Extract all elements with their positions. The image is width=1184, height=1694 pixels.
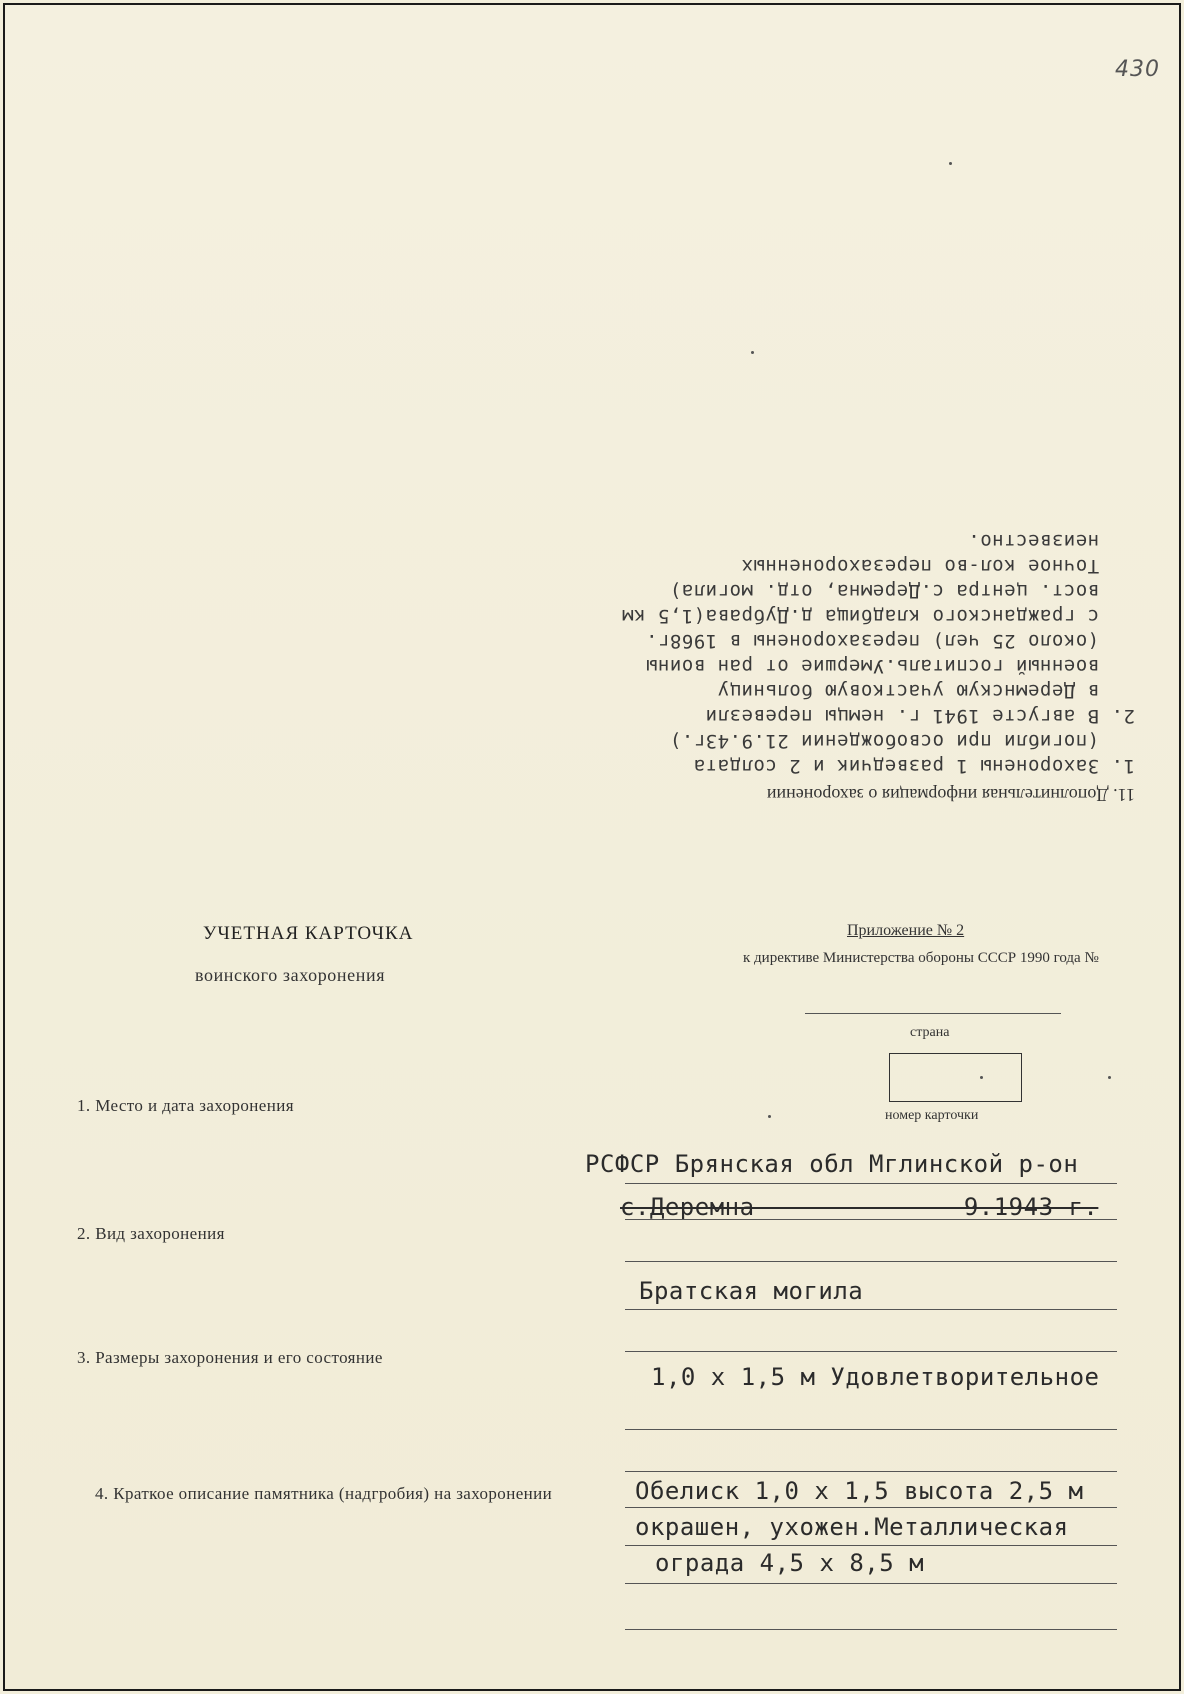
additional-info-line: с гражданского кладбища д.Дубрава(1,5 км [621, 605, 1135, 627]
handwritten-page-number: 430 [1115, 57, 1160, 82]
field-value-monument-line: Обелиск 1,0 х 1,5 высота 2,5 м [635, 1477, 1084, 1505]
field-line [625, 1545, 1117, 1546]
additional-info-line: неизвестно. [967, 530, 1135, 552]
card-title: УЧЕТНАЯ КАРТОЧКА [203, 923, 414, 944]
field-value-date: с.Деремна 9.1943 г. [620, 1193, 1099, 1221]
field-label-place-date: 1. Место и дата захоронения [77, 1096, 294, 1115]
card-subtitle: воинского захоронения [195, 965, 386, 985]
field-line [625, 1183, 1117, 1184]
field-value-burial-type: Братская могила [639, 1277, 864, 1305]
field-line [625, 1507, 1117, 1508]
field-line [625, 1261, 1117, 1262]
additional-info-line: (около 25 чел) перезахоронены в 1968г. [645, 630, 1135, 652]
field-value-monument-line: ограда 4,5 х 8,5 м [655, 1549, 925, 1577]
additional-info-flipped [605, 520, 1135, 805]
card-number-label: номер карточки [885, 1108, 979, 1123]
field-value-size-condition: 1,0 х 1,5 м Удовлетворительное [651, 1363, 1100, 1391]
additional-info-line: 2. В августе 1941 г. немцы перевезли [705, 705, 1135, 727]
field-line [625, 1351, 1117, 1352]
field-line [625, 1583, 1117, 1584]
field-line [625, 1471, 1117, 1472]
appendix-label: Приложение № 2 [847, 922, 965, 939]
field-line [625, 1219, 1117, 1220]
directive-text: к директиве Министерства обороны СССР 1990 года № [743, 950, 1099, 966]
additional-info-line: в Деремнскую участковую больницу [717, 680, 1135, 702]
additional-info-title: 11. Дополнительная информация о захоронении [766, 785, 1135, 805]
speck [751, 351, 754, 354]
field-line [625, 1629, 1117, 1630]
speck [1108, 1076, 1111, 1079]
card-number-box[interactable] [889, 1053, 1022, 1102]
field-label-size-condition: 3. Размеры захоронения и его состояние [77, 1348, 383, 1367]
additional-info-line: Точное кол-во перезахороненных [741, 555, 1135, 577]
field-label-monument-description: 4. Краткое описание памятника (надгробия) на захоронении [95, 1484, 553, 1503]
additional-info-line: военный госпиталь.Умершие от ран воины [645, 655, 1135, 677]
field-label-burial-type: 2. Вид захоронения [77, 1224, 225, 1243]
additional-info-line: (погибли при освобождении 21.9.43г.) [669, 730, 1135, 752]
speck [768, 1115, 771, 1118]
speck [949, 162, 952, 165]
country-label: страна [910, 1025, 950, 1040]
additional-info-line: 1. Захоронены 1 разведчик и 2 солдата [693, 755, 1135, 777]
field-line [625, 1429, 1117, 1430]
field-value-monument-line: окрашен, ухожен.Металлическая [635, 1513, 1069, 1541]
additional-info-line: вост. центра с.Деремна, отд. могила) [669, 580, 1135, 602]
document-page [3, 3, 1181, 1691]
field-value-place: РСФСР Брянская обл Мглинской р-он [585, 1150, 1079, 1178]
speck [980, 1076, 983, 1079]
field-line [625, 1309, 1117, 1310]
country-underline [805, 1013, 1061, 1014]
